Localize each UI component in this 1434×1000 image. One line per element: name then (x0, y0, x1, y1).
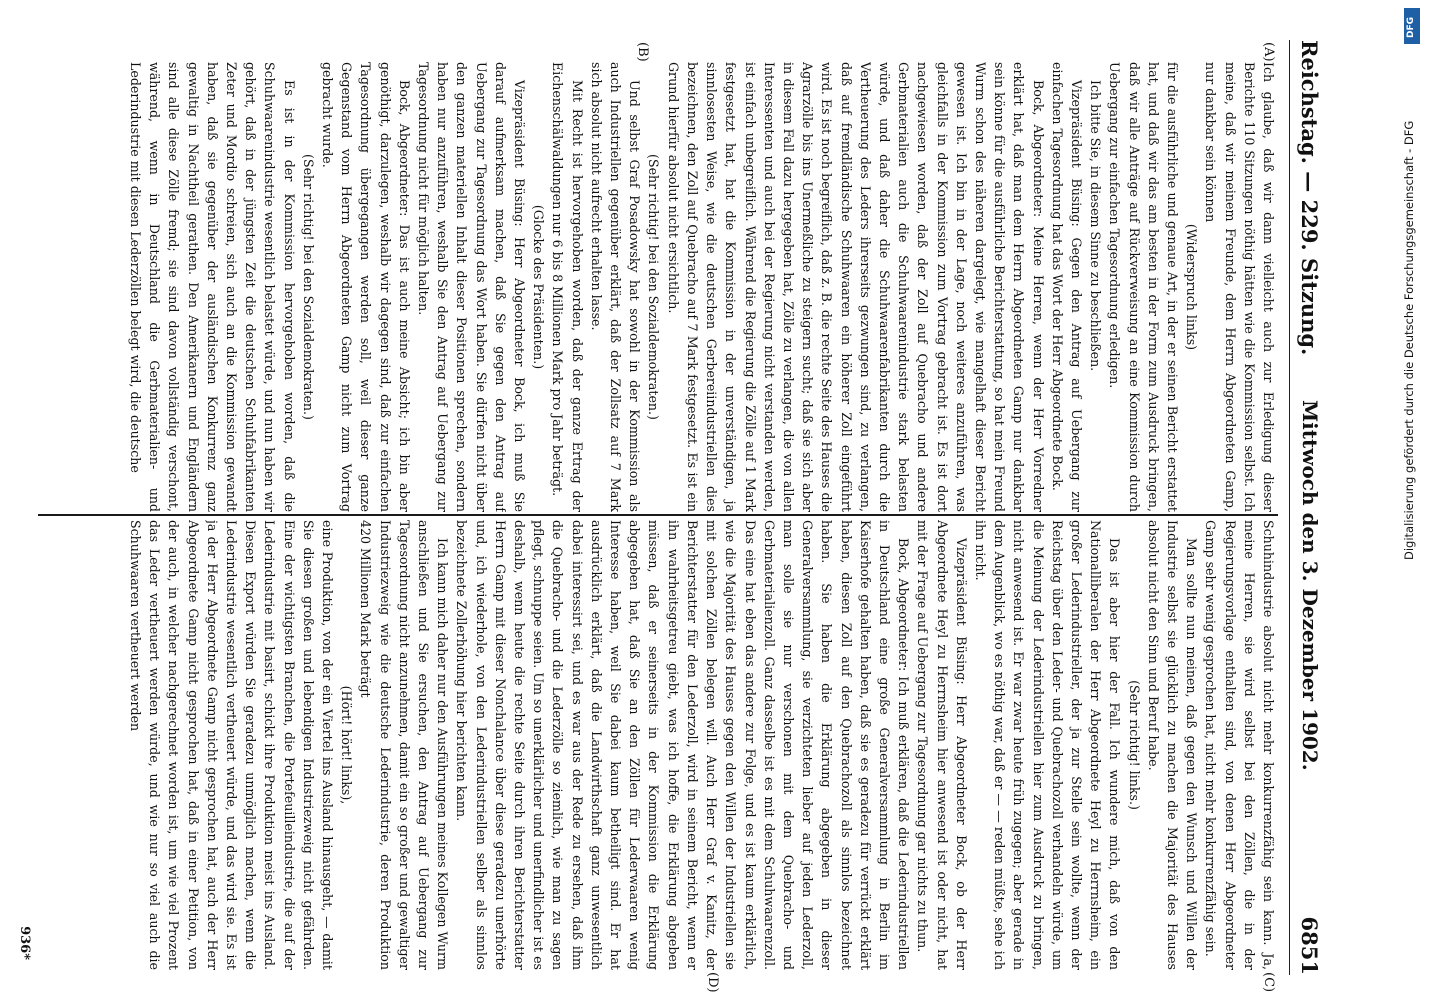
margin-marker-a: (A) (1261, 42, 1276, 62)
paragraph: Es ist in der Kommission hervorgehoben worden, daß die Schuhwaarenindustrie wesentlich belastet würde, und nun haben wir gehört, daß in der jüngsten Zeit die deutschen Schuhfabrikanten Zeter und Mordio schreien, sich auch an die Kommission gewandt haben, daß sie gegenüber der ausländischen Konkurrenz ganz gewaltig in Nachtheil gerathen. Den Amerikanern und Engländern sind alle diese Zölle fremd; sie sind davon vollständig verschont, während, wenn in Deutschland die Gerbmaterialien- und Lederindustrie mit diesen Lederzöllen belegt wird, die deutsche (128, 62, 297, 512)
paragraph: Mit Recht ist hervorgehoben worden, daß der ganze Ertrag der Eichenschälwaldungen nur 6 bis 8 Millionen Mark pro Jahr beträgt. (550, 62, 585, 512)
paragraph: für die ausführliche und genaue Art, in der er seinen Bericht erstattet hat, und daß wir das am besten in der Form zum Ausdruck bringen, daß wir alle Anträge auf Rückverweisung an eine Kommission durch Uebergang zur einfachen Tagesordnung erledigen. (1107, 62, 1180, 512)
paragraph: Schuhindustrie absolut nicht mehr konkurrenzfähig sein kann. Ja, meine Herren, sie wird selbst bei den Zöllen, die in der Regierungsvorlage enthalten sind, von denen Herr Abgeordneter Gamp sehr wenig gesprochen hat, nicht mehr konkurrenzfähig sein. (1203, 520, 1276, 970)
paragraph: Man sollte nun meinen, daß gegen den Wunsch und Willen der Industrie selbst sie glücklich zu machen die Majorität des Hauses absolut nicht den Sinn und Beruf habe. (1145, 520, 1200, 970)
paragraph: Ich bitte Sie, in diesem Sinne zu beschließen. (1088, 80, 1104, 372)
paragraph: Das ist aber hier der Fall. Ich wundere mich, daß von den Nationalliberalen der Herr Abgeordnete Heyl zu Herrnsheim, ein großer Lederindustrieller, der ja zur Stelle sein wollte, wenn der Reichstag über den Leder- und Quebrachozoll verhandeln würde, um die Meinung der Lederindustriellen hier zum Ausdruck zu bringen, nicht anwesend ist. Er war zwar heute früh zugegen; aber gerade in dem Augenblick, wo es nöthig war, daß er — — reden müßte, sehe ich ihn nicht. (972, 520, 1123, 970)
speaker-paragraph: Bock, Abgeordneter: Das ist auch meine Absicht; ich bin aber genöthigt, darzulegen, weshalb wir dagegen sind, daß zur einfachen Tagesordnung übergegangen werden soll, weil dieser ganze Gegenstand vom Herrn Abgeordneten Gamp nicht zum Vortrag gebracht wurde. (320, 62, 412, 512)
interjection: (Sehr richtig! bei den Sozialdemokraten.) (646, 154, 662, 420)
page-number: 6851 (1297, 916, 1322, 975)
credit-text: Digitalisierung gefördert durch die Deutsche Forschungsgemeinschaft - DFG (1402, 120, 1416, 560)
header-date: Mittwoch den 3. Dezember 1902. (1298, 400, 1322, 771)
page-header (1292, 40, 1322, 975)
interjection: (Sehr richtig! links.) (1126, 680, 1142, 810)
interjection: (Glocke des Präsidenten.) (531, 204, 547, 370)
digitization-credit (1392, 0, 1434, 1000)
dfg-logo: DFG (1404, 8, 1420, 44)
signature-mark: 936* (17, 926, 32, 960)
speaker-paragraph: Vizepräsident Büsing: Gegen den Antrag auf Uebergang zur einfachen Tagesordnung hat das Wort der Herr Abgeordnete Bock. (1049, 62, 1084, 512)
paragraph: eine Produktion, von der ein Viertel ins Ausland hinausgeht, — damit Sie diesen großen und lebendigen Industriezweig nicht gefährden. Eine der wichtigsten Branchen, die Portefeuilleindustrie, die auf der Lederindustrie mit basirt, schickt ihre Produktion meist ins Ausland. Diesen Export würden Sie geradezu unmöglich machen, wenn die Lederindustrie wesentlich vertheuert würde, und das wird sie. Es ist ja der Herr Abgeordnete Gamp nicht gesprochen hat, auch der Herr Abgeordnete Gamp nicht gesprochen hat, daß in einer Petition, von der auch, in welcher nachgerechnet worden ist, um wie viel Prozent das Leder vertheuert werden würde, und wie nur so viel auch die Schuhwaaren vertheuert werden (128, 520, 336, 970)
paragraph: Ich glaube, daß wir dann vielleicht auch zur Erledigung dieser Berichte 110 Sitzungen nöthig hätten wie die Kommission selbst. Ich meine, daß wir meinem Freunde, dem Herrn Abgeordneten Gamp, nur dankbar sein können (1203, 62, 1276, 512)
speaker-paragraph: Vizepräsident Büsing: Herr Abgeordneter Bock, ich muß Sie darauf aufmerksam machen, daß Sie gegen den Antrag auf Uebergang zur Tagesordnung das Wort haben. Sie dürfen nicht über den ganzen materiellen Inhalt dieser Positionen sprechen, sondern haben nur anzuführen, weshalb Sie den Antrag auf Uebergang zur Tagesordnung nicht für möglich halten. (416, 62, 528, 512)
header-rule (1289, 40, 1290, 975)
interjection: (Widerspruch links) (1184, 223, 1200, 351)
interjection: (Sehr richtig! bei den Sozialdemokraten.) (300, 154, 316, 420)
margin-marker-b: (B) (635, 42, 650, 62)
speaker-paragraph: Bock, Abgeordneter: Meine Herren, wenn der Herr Vorredner erklärt hat, daß man dem Herrn Abgeordneten Gamp nur dankbar sein könne für die ausführliche Berichterstattung, so hat mein Freund Wurm schon des näheren dargelegt, wie mangelhaft dieser Bericht gewesen ist. Ich bin in der Lage, noch weiteres anzuführen, was gleichfalls in der Kommission zum Vortrag gebracht ist. Es ist dort nachgewiesen worden, daß der Zoll auf Quebracho und andere Gerbmaterialien auch die Schuhwaarenindustrie stark belasten würde, und daß daher die Schuhwaarenfabrikanten durch die Vertheuerung des Leders ihrerseits gezwungen sind, zu verlangen, daß auf fremdländische Schuhwaaren ein höherer Zoll eingeführt wird. Es ist noch begreiflich, daß z. B. die rechte Seite des Hauses die Agrarzölle bis ins Unermeßliche zu steigern sucht; daß sie sich aber in diesem Fall dazu hergegeben hat, Zölle zu verlangen, die von allen Interessenten und auch bei der Regierung nicht verstanden werden, ist einfach unbegreiflich. Während die Regierung die Zölle auf 1 Mark festgesetzt hat, hat die Kommission in der unverständigen, ja sinnlosesten Weise, wie die deutschen Gerbereiindustriellen dies bezeichnen, den Zoll auf Quebracho auf 7 Mark festgesetzt. Es ist ein Grund hierfür absolut nicht ersichtlich. (665, 62, 1046, 512)
header-title: Reichstag. — 229. Sitzung. (1297, 40, 1322, 356)
paragraph: Ich kann mich daher nur den Ausführungen meines Kollegen Wurm anschließen und Sie ersuchen, den Antrag auf Uebergang zur Tagesordnung nicht anzunehmen, damit ein so großer und gewaltiger Industriezweig wie die deutsche Lederindustrie, deren Produktion 420 Millionen Mark beträgt (358, 520, 451, 970)
speaker-paragraph: Vizepräsident Büsing: Herr Abgeordneter Bock, ob der Herr Abgeordnete Heyl zu Herrnsheim hier anwesend ist oder nicht, hat mit der Frage auf Uebergang zur Tagesordnung gar nichts zu thun. (915, 520, 969, 970)
column-rule (38, 514, 1278, 516)
paragraph: Und selbst Graf Posadowsky hat sowohl in der Kommission als auch Industriellen gegenüber erklärt, daß der Zollsatz auf 7 Mark sich absolut nicht aufrecht erhalten lasse. (588, 62, 643, 512)
speaker-paragraph: Bock, Abgeordneter: Ich muß erklären, daß die Lederindustriellen in Deutschland eine große Generalversammlung in Berlin im Kaiserhofe gehalten haben, daß sie es geradezu für verrückt erklärt haben, diesen Zoll auf den Quebrachozoll als sinnlos bezeichnet haben. Sie haben die Erklärung abgegeben in dieser Generalversammlung, sie verzichteten lieber auf jeden Lederzoll, man solle sie nur verschonen mit dem Quebracho- und Gerbmaterialienzoll. Ganz dasselbe ist es mit dem Schuhwaarenzoll. Das eine hat eben das andere zur Folge, und es ist kaum erklärlich, wie die Majorität des Hauses gegen den Willen der Industriellen sie mit solchen Zöllen belegen will. Auch Herr Graf v. Kanitz, der Berichterstatter für den Lederzoll, wird in seinem Bericht, wenn er ihn wahrheitsgetreu giebt, was ich hoffe, die Erklärung abgeben müssen, daß er seinerseits in der Kommission die Erklärung abgegeben hat, daß Sie an den Zöllen für Lederwaaren wenig Interesse haben, weil Sie dabei kaum betheiligt sind. Er hat ausdrücklich erklärt, daß die Landwirthschaft ganz unwesentlich dabei interessirt sei, und es war aus der Rede zu ersehen, daß ihm die Quebracho- und die Lederzölle so ziemlich, wie man zu sagen pflegt, schnuppe seien. Um so unerklärlicher und unerfindlicher ist es deshalb, wenn heute die rechte Seite durch ihren Berichterstatter Herrn Gamp mit dieser Nonchalance über diese geradezu unerhörte und, ich wiederhole, von den Lederindustriellen selber als sinnlos bezeichnete Zollerhöhung hier berichten kann. (454, 520, 912, 970)
margin-marker-c: (C) (1261, 972, 1276, 993)
right-column (38, 520, 1278, 970)
left-column (38, 62, 1278, 512)
margin-marker-d: (D) (705, 972, 720, 993)
interjection: (Hört! hört! links), (339, 685, 355, 805)
